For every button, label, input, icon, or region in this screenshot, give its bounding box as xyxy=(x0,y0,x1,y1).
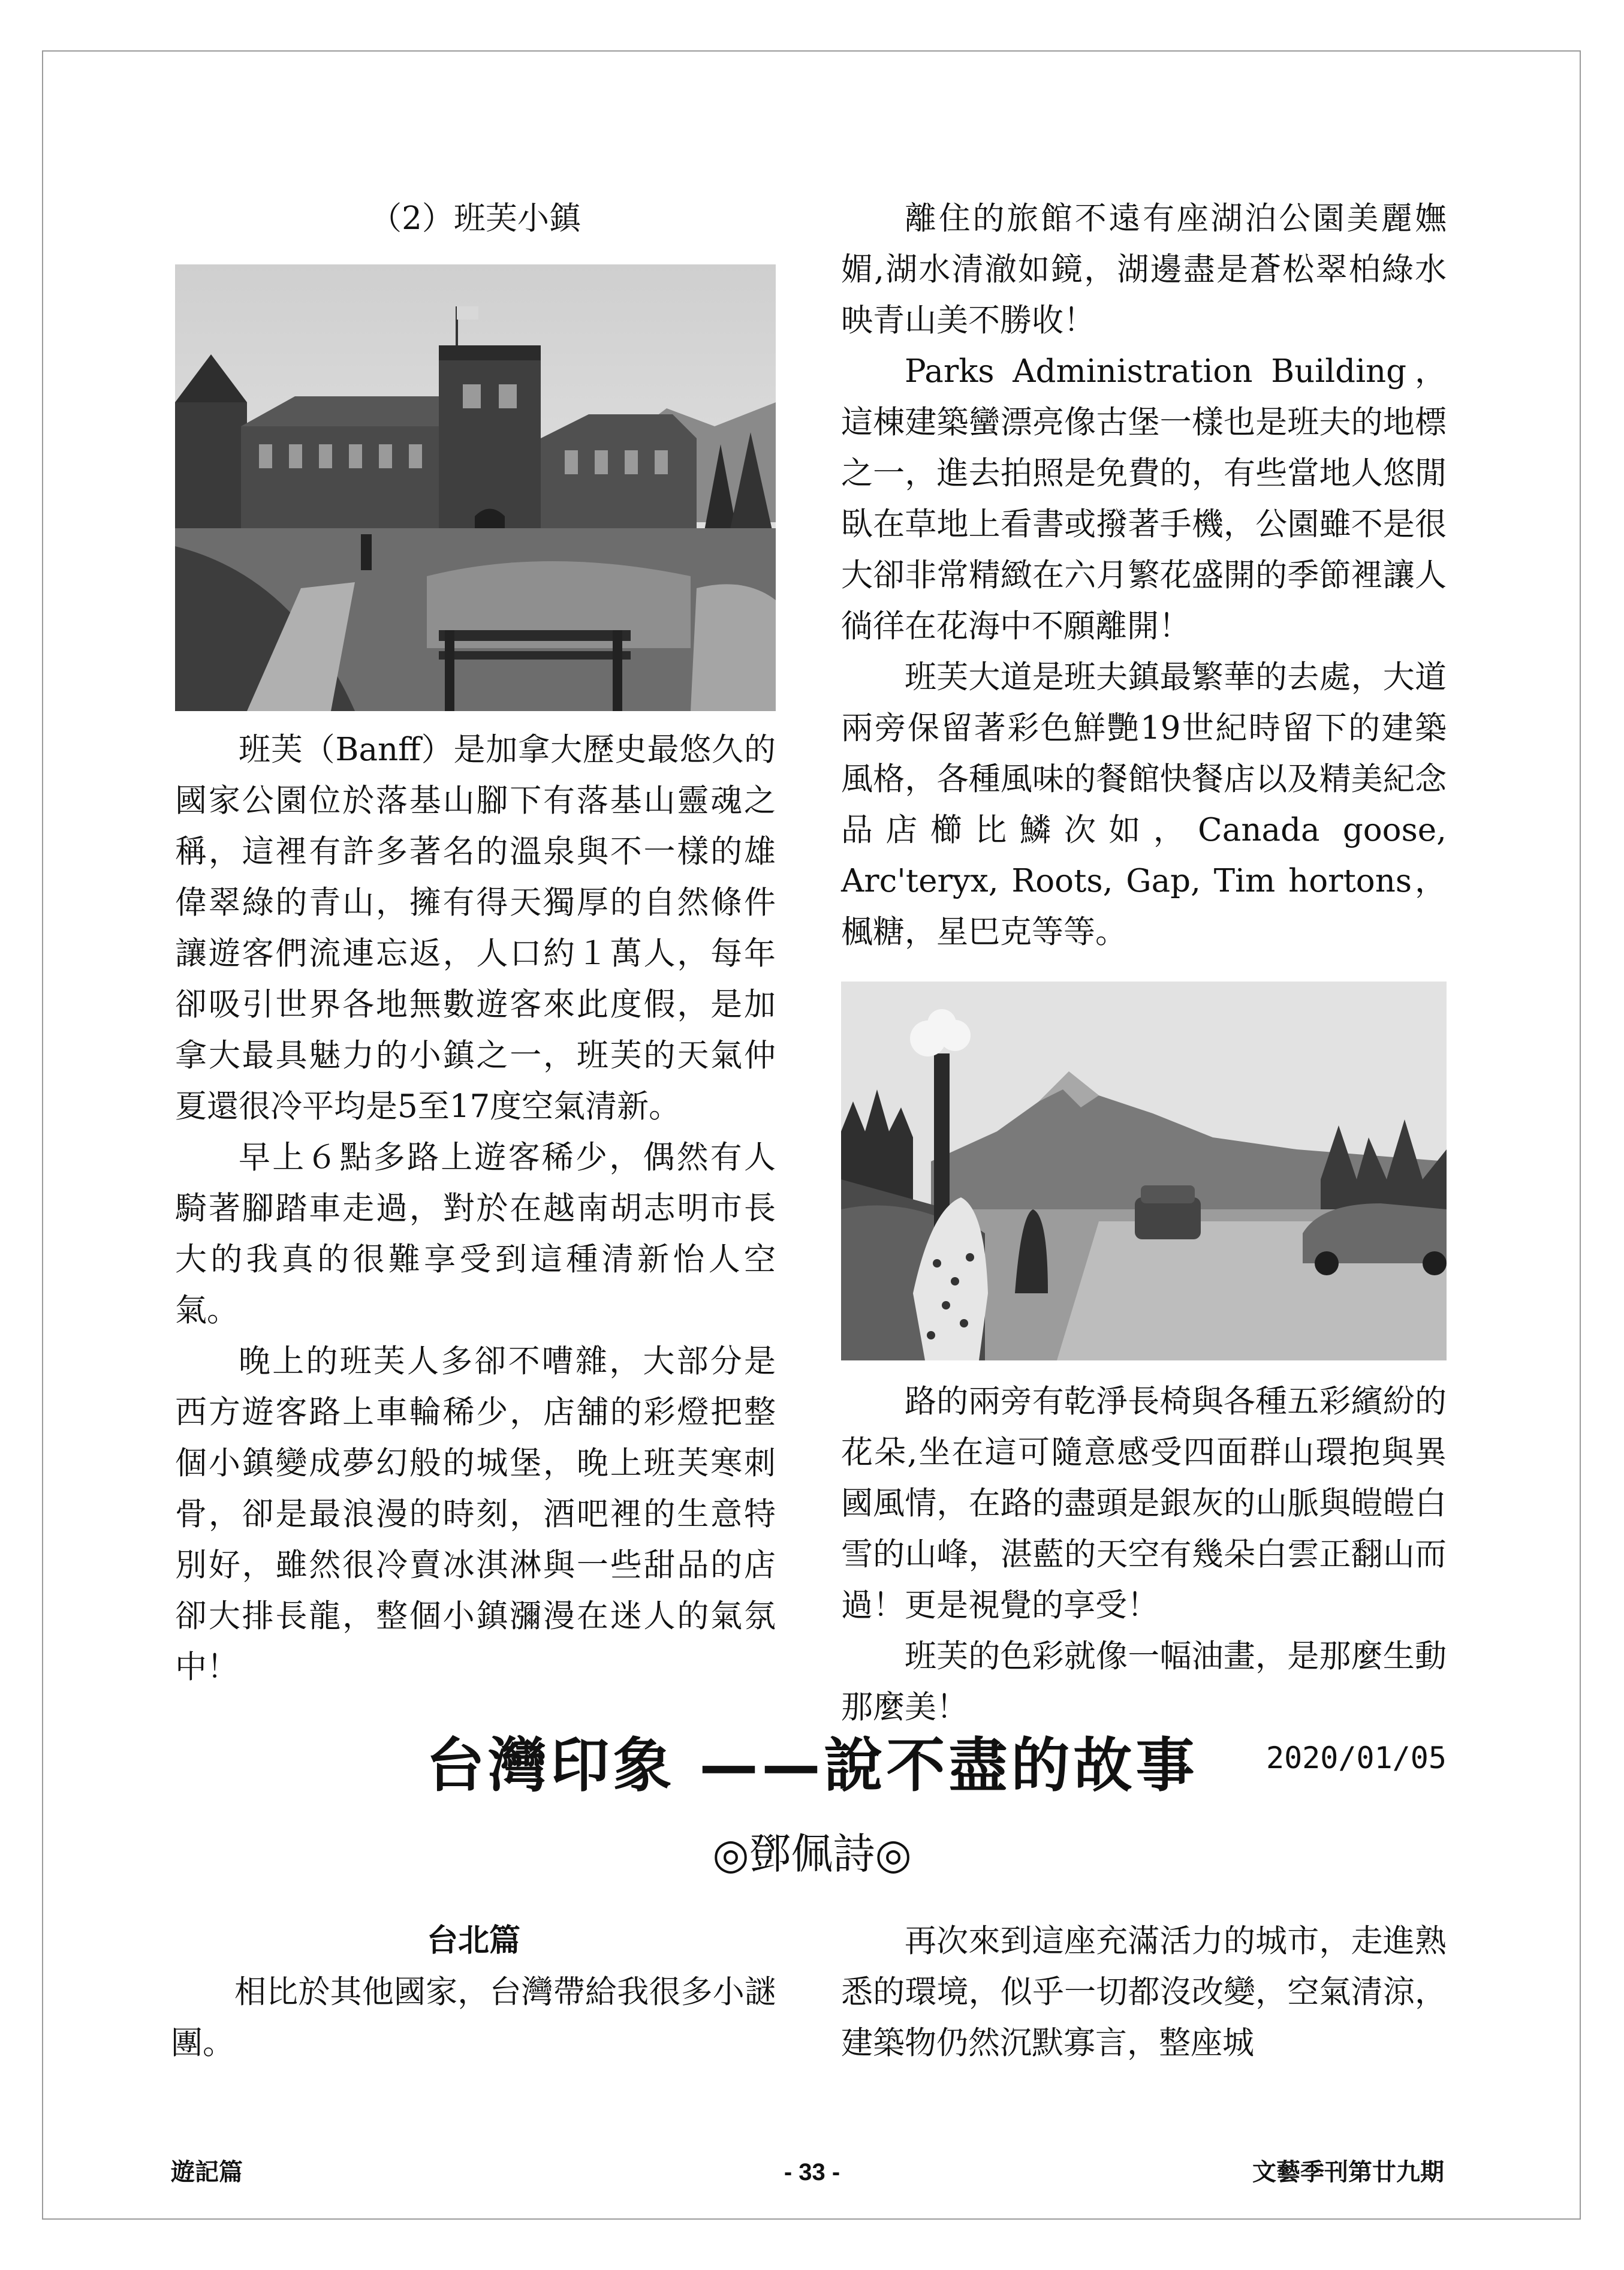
paragraph: 晚上的班芙人多卻不嘈雜，大部分是西方遊客路上車輪稀少，店舖的彩燈把整個小鎮變成夢幻般的城堡，晚上班芙寒刺骨，卻是最浪漫的時刻，酒吧裡的生意特別好，雖然很冷賣冰淇淋與一些甜品的店卻大排長龍，整個小鎮瀰漫在迷人的氣氛中！ xyxy=(175,1343,776,1685)
paragraph: 早上６點多路上遊客稀少，偶然有人騎著腳踏車走過，對於在越南胡志明市長大的我真的很難享受到這種清新怡人空氣。 xyxy=(175,1139,776,1329)
paragraph: Parks Administration Building，這棟建築蠻漂亮像古堡一樣也是班夫的地標之一，進去拍照是免費的，有些當地人悠閒臥在草地上看書或撥著手機，公園雖不是很大卻非常精緻在六月繁花盛開的季節裡讓人徜徉在花海中不願離開！ xyxy=(841,353,1447,645)
article2-left-column xyxy=(171,1916,776,2069)
article1-right-column xyxy=(841,193,1447,1784)
paragraph: 班芙（Banff）是加拿大歷史最悠久的國家公園位於落基山腳下有落基山靈魂之稱，這裡有許多著名的溫泉與不一樣的雄偉翠綠的青山，擁有得天獨厚的自然條件讓遊客們流連忘返，人口約１萬人，每年卻吸引世界各地無數遊客來此度假，是加拿大最具魅力的小鎮之一，班芙的天氣仲夏還很冷平均是5至17度空氣清新。 xyxy=(175,731,776,1125)
photo-parks-administration-building xyxy=(175,264,776,711)
footer-publication: 文藝季刊第廿九期 xyxy=(1252,2159,1444,2185)
street-mountain-photo xyxy=(841,982,1447,1360)
article-date: 2020/01/05 xyxy=(1266,1741,1447,1775)
footer-page-number: - 33 - xyxy=(784,2159,840,2185)
paragraph: 再次來到這座充滿活力的城市，走進熟悉的環境，似乎一切都沒改變，空氣清涼，建築物仍然沉默寡言，整座城 xyxy=(841,1923,1447,2061)
article2-author: ◎鄧佩詩◎ xyxy=(712,1829,912,1878)
footer-section-name: 遊記篇 xyxy=(171,2159,243,2185)
photo-banff-avenue xyxy=(841,982,1447,1360)
paragraph: 路的兩旁有乾淨長椅與各種五彩繽紛的花朵,坐在這可隨意感受四面群山環抱與異國風情，在路的盡頭是銀灰的山脈與皚皚白雪的山峰，湛藍的天空有幾朵白雲正翻山而過！更是視覺的享受！ xyxy=(841,1383,1447,1624)
section-title: （2）班芙小鎮 xyxy=(370,200,581,237)
paragraph: 班芙的色彩就像一幅油畫，是那麼生動那麼美！ xyxy=(841,1638,1447,1726)
article2-title: 台灣印象 ——說不盡的故事 xyxy=(426,1732,1198,1800)
paragraph: 離住的旅館不遠有座湖泊公園美麗嫵媚,湖水清澈如鏡，湖邊盡是蒼松翠柏綠水映青山美不勝收！ xyxy=(841,200,1447,339)
paragraph: 相比於其他國家，台灣帶給我很多小謎團。 xyxy=(171,1974,776,2061)
article2-subheading: 台北篇 xyxy=(426,1923,520,1959)
castle-building-photo xyxy=(175,264,776,711)
article2-right-column xyxy=(841,1916,1447,2069)
paragraph: 班芙大道是班夫鎮最繁華的去處，大道兩旁保留著彩色鮮艷19世紀時留下的建築風格，各種風味的餐館快餐店以及精美紀念品店櫛比鱗次如，Canada goose, Arc'teryx, Roots, Gap, Tim hortons，楓糖，星巴克等等。 xyxy=(841,659,1447,950)
article1-left-column xyxy=(175,193,776,1693)
